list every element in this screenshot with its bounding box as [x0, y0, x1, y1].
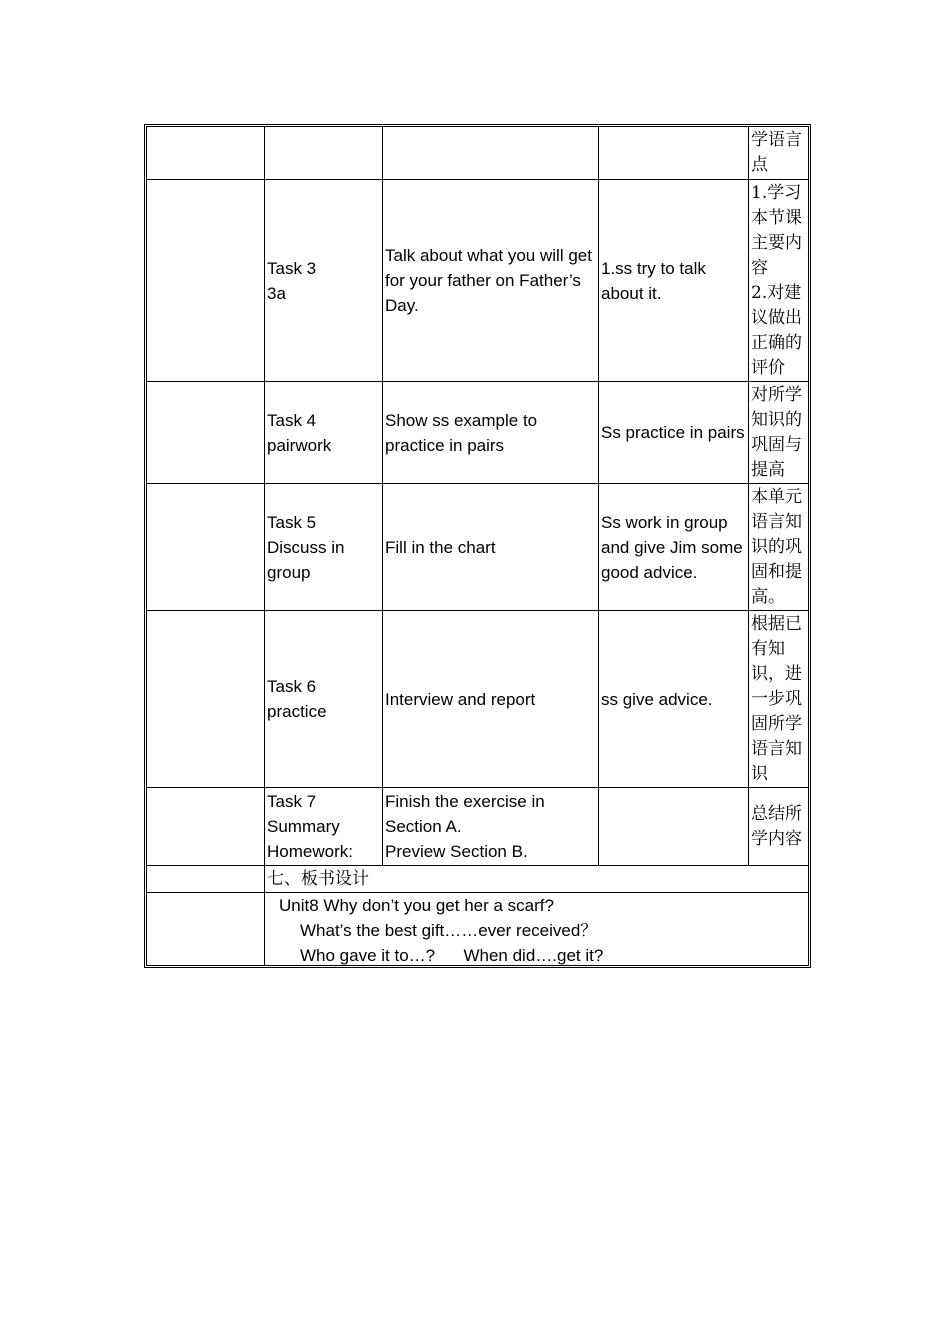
board-content-row — [147, 893, 808, 965]
students-cell: Ss practice in pairs — [599, 382, 749, 483]
activity-cell: Finish the exercise in Section A. Preview Section B. — [383, 788, 599, 865]
students-cell — [599, 788, 749, 865]
purpose-cell: 对所学知识的巩固与提高 — [751, 384, 802, 480]
table-row — [147, 127, 808, 180]
activity-cell: Interview and report — [383, 611, 599, 787]
task-cell: Task 3 3a — [265, 180, 383, 381]
students-cell: 1.ss try to talk about it. — [599, 180, 749, 381]
task-cell: Task 7 Summary Homework: — [265, 788, 383, 865]
blank-cell — [147, 127, 265, 179]
task-cell: Task 4 pairwork — [265, 382, 383, 483]
blank-cell — [147, 180, 265, 381]
activity-cell: Show ss example to practice in pairs — [383, 382, 599, 483]
board-line-title: Unit8 Why don’t you get her a scarf? — [279, 896, 554, 915]
students-cell: Ss work in group and give Jim some good advice. — [599, 484, 749, 610]
board-line-question-1: What’s the best gift……ever received？ — [300, 921, 598, 940]
blank-cell — [147, 382, 265, 483]
purpose-cell: 总结所学内容 — [751, 803, 802, 849]
task-cell: Task 6 practice — [265, 611, 383, 787]
task-cell — [265, 127, 383, 179]
students-cell: ss give advice. — [599, 611, 749, 787]
board-content — [265, 893, 808, 965]
activity-cell — [383, 127, 599, 179]
table-row — [147, 484, 808, 611]
table-row — [147, 788, 808, 866]
table-row — [147, 180, 808, 382]
task-cell: Task 5 Discuss in group — [265, 484, 383, 610]
table-row — [147, 611, 808, 788]
activity-cell: Talk about what you will get for your father on Father’s Day. — [383, 180, 599, 381]
blank-cell — [147, 484, 265, 610]
purpose-cell: 学语言 点 — [751, 130, 802, 175]
blank-cell — [147, 788, 265, 865]
activity-cell: Fill in the chart — [383, 484, 599, 610]
blank-cell — [147, 866, 265, 892]
table-row — [147, 382, 808, 484]
lesson-plan-table — [144, 124, 811, 968]
board-heading: 七、板书设计 — [267, 868, 369, 889]
purpose-cell: 1.学习本节课主要内容 2.对建议做出正确的评价 — [751, 182, 802, 378]
purpose-cell: 根据已有知识，进一步巩固所学语言知识 — [751, 613, 802, 784]
blank-cell — [147, 611, 265, 787]
board-heading-row — [147, 866, 808, 893]
students-cell — [599, 127, 749, 179]
purpose-cell: 本单元语言知识的巩固和提高。 — [751, 486, 802, 607]
board-line-question-2: Who gave it to…? When did….get it? — [300, 946, 604, 965]
blank-cell — [147, 893, 265, 965]
